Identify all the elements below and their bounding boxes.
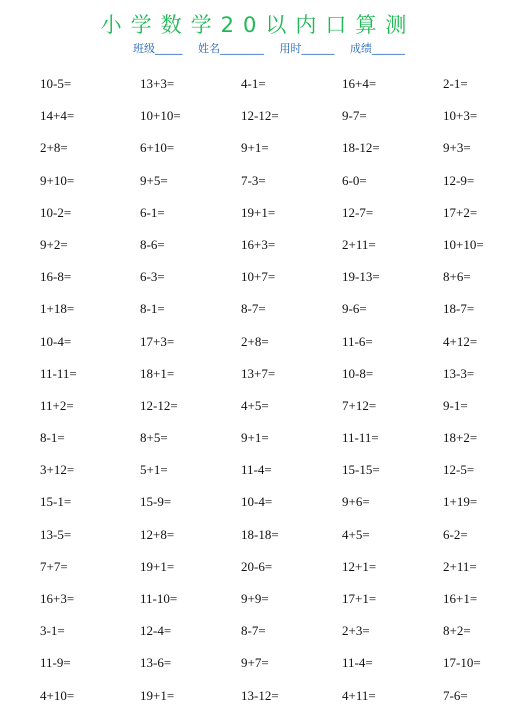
arithmetic-problem: 8-6= xyxy=(140,236,165,252)
arithmetic-problem: 10+10= xyxy=(443,236,484,252)
arithmetic-problem: 8-7= xyxy=(241,301,266,317)
problem-row xyxy=(40,591,510,623)
score-blank[interactable]: ______ xyxy=(372,42,405,55)
problem-row xyxy=(40,205,510,237)
arithmetic-problem: 13-5= xyxy=(40,526,72,542)
arithmetic-problem: 2+11= xyxy=(443,558,477,574)
arithmetic-problem: 6-0= xyxy=(342,172,367,188)
arithmetic-problem: 19-13= xyxy=(342,269,380,285)
time-label: 用时 xyxy=(279,42,302,55)
arithmetic-problem: 7-3= xyxy=(241,172,266,188)
arithmetic-problem: 8+5= xyxy=(140,430,168,446)
arithmetic-problem: 10-8= xyxy=(342,365,374,381)
arithmetic-problem: 6-2= xyxy=(443,526,468,542)
arithmetic-problem: 16+4= xyxy=(342,76,377,91)
problem-row xyxy=(40,559,510,591)
arithmetic-problem: 12-7= xyxy=(342,204,374,220)
problem-row xyxy=(40,494,510,526)
arithmetic-problem: 18-7= xyxy=(443,301,475,317)
arithmetic-problem: 17+3= xyxy=(140,333,175,349)
arithmetic-problem: 9+3= xyxy=(443,140,471,156)
arithmetic-problem: 9+7= xyxy=(241,655,269,671)
arithmetic-problem: 12-9= xyxy=(443,172,475,188)
arithmetic-problem: 8-1= xyxy=(140,301,165,317)
problem-row xyxy=(40,334,510,366)
arithmetic-problem: 18+2= xyxy=(443,430,478,446)
arithmetic-problem: 13-12= xyxy=(241,687,279,703)
arithmetic-problem: 19+1= xyxy=(140,687,175,703)
arithmetic-problem: 18-18= xyxy=(241,526,279,542)
class-blank[interactable]: _____ xyxy=(155,42,183,55)
arithmetic-problem: 2+11= xyxy=(342,236,376,252)
arithmetic-problem: 4+11= xyxy=(342,687,376,703)
arithmetic-problem: 10+7= xyxy=(241,269,276,285)
problem-row xyxy=(40,173,510,205)
arithmetic-problem: 2-1= xyxy=(443,76,468,91)
arithmetic-problem: 9+1= xyxy=(241,430,269,446)
problem-row xyxy=(40,688,510,720)
arithmetic-problem: 11-11= xyxy=(40,365,77,381)
arithmetic-problem: 16+1= xyxy=(443,591,478,606)
arithmetic-problem: 7+7= xyxy=(40,558,68,574)
arithmetic-problem: 7-6= xyxy=(443,687,468,703)
arithmetic-problem: 11-11= xyxy=(342,430,379,446)
arithmetic-problem: 8-1= xyxy=(40,430,65,446)
arithmetic-problem: 11-9= xyxy=(40,655,71,671)
arithmetic-problem: 11-10= xyxy=(140,591,178,606)
arithmetic-problem: 19+1= xyxy=(241,204,276,220)
arithmetic-problem: 9+2= xyxy=(40,236,68,252)
problem-row xyxy=(40,140,510,172)
arithmetic-problem: 1+18= xyxy=(40,301,75,317)
arithmetic-problem: 4+12= xyxy=(443,333,478,349)
arithmetic-problem: 4+10= xyxy=(40,687,75,703)
arithmetic-problem: 12-12= xyxy=(140,397,178,413)
arithmetic-problem: 20-6= xyxy=(241,558,273,574)
worksheet-title: 小学数学20以内口算测 xyxy=(100,13,416,37)
arithmetic-problem: 6-1= xyxy=(140,204,165,220)
arithmetic-problem: 4+5= xyxy=(241,397,269,413)
arithmetic-problem: 17-10= xyxy=(443,655,481,671)
problem-row xyxy=(40,655,510,687)
problem-row xyxy=(40,527,510,559)
arithmetic-problem: 15-15= xyxy=(342,462,380,478)
arithmetic-problem: 15-9= xyxy=(140,494,172,510)
problem-row xyxy=(40,108,510,140)
arithmetic-problem: 12+8= xyxy=(140,526,175,542)
arithmetic-problem: 13+3= xyxy=(140,76,175,91)
arithmetic-problem: 8+6= xyxy=(443,269,471,285)
score-field xyxy=(350,40,405,56)
name-blank[interactable]: ________ xyxy=(220,42,264,55)
problem-row xyxy=(40,76,510,108)
arithmetic-problem: 2+3= xyxy=(342,623,370,639)
arithmetic-problem: 18+1= xyxy=(140,365,175,381)
problem-row xyxy=(40,430,510,462)
name-label: 姓名 xyxy=(198,42,220,55)
arithmetic-problem: 1+19= xyxy=(443,494,478,510)
arithmetic-problem: 3-1= xyxy=(40,623,65,639)
arithmetic-problem: 9+1= xyxy=(241,140,269,156)
problem-grid xyxy=(40,76,510,720)
arithmetic-problem: 9+5= xyxy=(140,172,168,188)
problem-row xyxy=(40,301,510,333)
arithmetic-problem: 12+1= xyxy=(342,558,377,574)
name-field xyxy=(198,40,264,56)
arithmetic-problem: 10+10= xyxy=(140,108,181,124)
problem-row xyxy=(40,462,510,494)
arithmetic-problem: 10-4= xyxy=(40,333,72,349)
arithmetic-problem: 6+10= xyxy=(140,140,175,156)
arithmetic-problem: 10+3= xyxy=(443,108,478,124)
arithmetic-problem: 14+4= xyxy=(40,108,75,124)
arithmetic-problem: 16+3= xyxy=(241,236,276,252)
arithmetic-problem: 13-3= xyxy=(443,365,475,381)
arithmetic-problem: 12-12= xyxy=(241,108,279,124)
arithmetic-problem: 9+6= xyxy=(342,494,370,510)
class-label: 班级 xyxy=(133,42,155,55)
student-info-line xyxy=(133,40,417,56)
arithmetic-problem: 11-4= xyxy=(342,655,373,671)
arithmetic-problem: 13+7= xyxy=(241,365,276,381)
time-blank[interactable]: ______ xyxy=(301,42,335,55)
problem-row xyxy=(40,269,510,301)
arithmetic-problem: 8-7= xyxy=(241,623,266,639)
arithmetic-problem: 3+12= xyxy=(40,462,75,478)
arithmetic-problem: 9-7= xyxy=(342,108,367,124)
arithmetic-problem: 5+1= xyxy=(140,462,168,478)
arithmetic-problem: 19+1= xyxy=(140,558,175,574)
problem-row xyxy=(40,366,510,398)
arithmetic-problem: 11-4= xyxy=(241,462,272,478)
class-field xyxy=(133,40,183,56)
arithmetic-problem: 16-8= xyxy=(40,269,72,285)
arithmetic-problem: 10-5= xyxy=(40,76,72,91)
problem-row xyxy=(40,237,510,269)
score-label: 成绩 xyxy=(350,42,372,55)
arithmetic-problem: 9+10= xyxy=(40,172,75,188)
problem-row xyxy=(40,623,510,655)
arithmetic-problem: 17+1= xyxy=(342,591,377,606)
arithmetic-problem: 17+2= xyxy=(443,204,478,220)
arithmetic-problem: 2+8= xyxy=(40,140,68,156)
arithmetic-problem: 9+9= xyxy=(241,591,269,606)
arithmetic-problem: 11+2= xyxy=(40,397,74,413)
arithmetic-problem: 12-4= xyxy=(140,623,172,639)
arithmetic-problem: 10-4= xyxy=(241,494,273,510)
arithmetic-problem: 4-1= xyxy=(241,76,266,91)
arithmetic-problem: 6-3= xyxy=(140,269,165,285)
arithmetic-problem: 12-5= xyxy=(443,462,475,478)
arithmetic-problem: 10-2= xyxy=(40,204,72,220)
arithmetic-problem: 15-1= xyxy=(40,494,72,510)
arithmetic-problem: 2+8= xyxy=(241,333,269,349)
arithmetic-problem: 9-1= xyxy=(443,397,468,413)
time-field xyxy=(280,40,335,56)
arithmetic-problem: 7+12= xyxy=(342,397,377,413)
arithmetic-problem: 11-6= xyxy=(342,333,373,349)
arithmetic-problem: 13-6= xyxy=(140,655,172,671)
arithmetic-problem: 8+2= xyxy=(443,623,471,639)
arithmetic-problem: 9-6= xyxy=(342,301,367,317)
problem-row xyxy=(40,398,510,430)
arithmetic-problem: 4+5= xyxy=(342,526,370,542)
arithmetic-problem: 18-12= xyxy=(342,140,380,156)
arithmetic-problem: 16+3= xyxy=(40,591,75,606)
